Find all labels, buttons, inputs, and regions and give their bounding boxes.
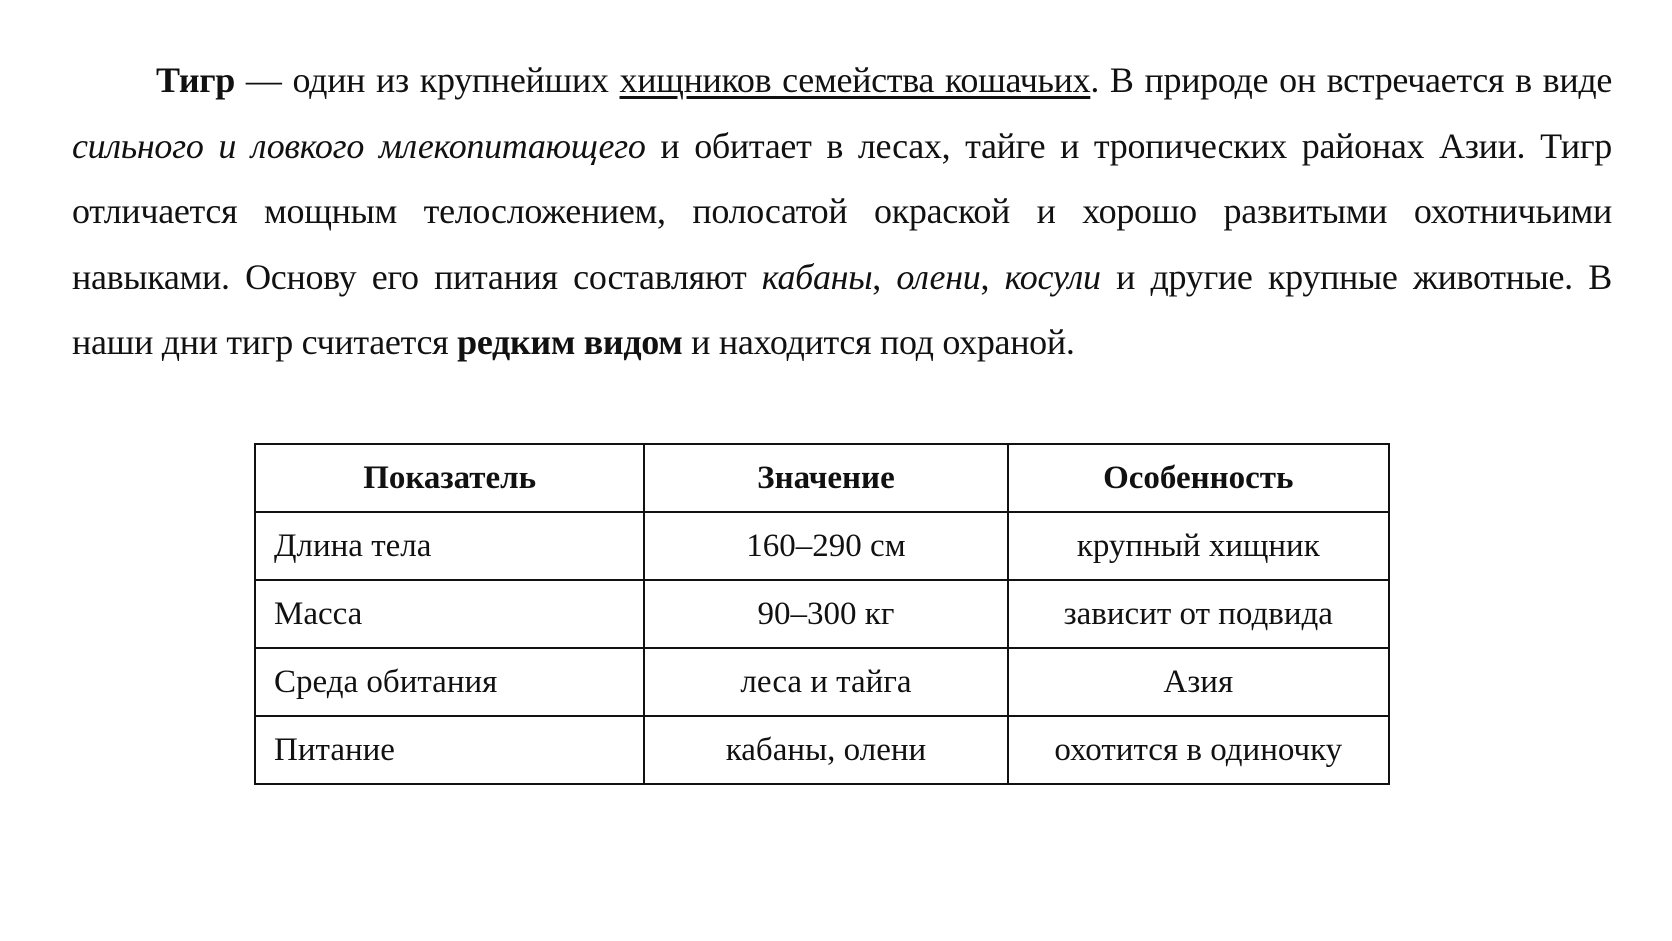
header-value: Значение: [644, 444, 1007, 512]
italic-food-boars: кабаны: [761, 256, 873, 297]
header-indicator: Показатель: [255, 444, 644, 512]
table-cell: леса и тайга: [644, 648, 1007, 716]
underlined-phrase: хищников семейства кошачьих: [619, 60, 1091, 100]
bold-status: редким видом: [457, 322, 683, 362]
table-cell: 90–300 кг: [644, 580, 1007, 648]
paragraph-text-4: и другие крупные животные. В наши дни тигр считается: [72, 256, 1613, 362]
table-cell: зависит от подвида: [1008, 580, 1389, 648]
italic-phrase: сильного и ловкого млекопитающего: [72, 125, 646, 166]
paragraph-text-5: и находится под охраной.: [682, 322, 1075, 362]
italic-food-roe-deer: косули: [1004, 256, 1101, 297]
table-row: [255, 716, 1389, 784]
table-cell: Среда обитания: [255, 648, 644, 716]
term-tiger: Тигр: [156, 60, 236, 100]
paragraph-comma-1: ,: [872, 256, 897, 297]
table-cell: Питание: [255, 716, 644, 784]
table-cell: крупный хищник: [1008, 512, 1389, 580]
italic-food-deer: олени: [896, 256, 981, 297]
table-header-row: [255, 444, 1389, 512]
paragraph-text-2: . В природе он встречается в виде: [1090, 60, 1613, 100]
table-cell: кабаны, олени: [644, 716, 1007, 784]
table-row: [255, 580, 1389, 648]
tiger-description-paragraph: [72, 48, 1612, 376]
table-row: [255, 512, 1389, 580]
table-cell: 160–290 см: [644, 512, 1007, 580]
table-cell: Длина тела: [255, 512, 644, 580]
table-row: [255, 648, 1389, 716]
table-cell: Азия: [1008, 648, 1389, 716]
header-feature: Особенность: [1008, 444, 1389, 512]
tiger-facts-table: [254, 443, 1390, 785]
paragraph-text-1: — один из крупнейших: [235, 60, 620, 100]
paragraph-comma-2: ,: [980, 256, 1005, 297]
paragraph-text-3: и обитает в лесах, тайге и тропических районах Азии. Тигр отличается мощным телосложением, полосатой окраской и хорошо развитыми охотничьими навыками. Основу его питания составляют: [72, 125, 1612, 297]
table-cell: охотится в одиночку: [1008, 716, 1389, 784]
table-cell: Масса: [255, 580, 644, 648]
